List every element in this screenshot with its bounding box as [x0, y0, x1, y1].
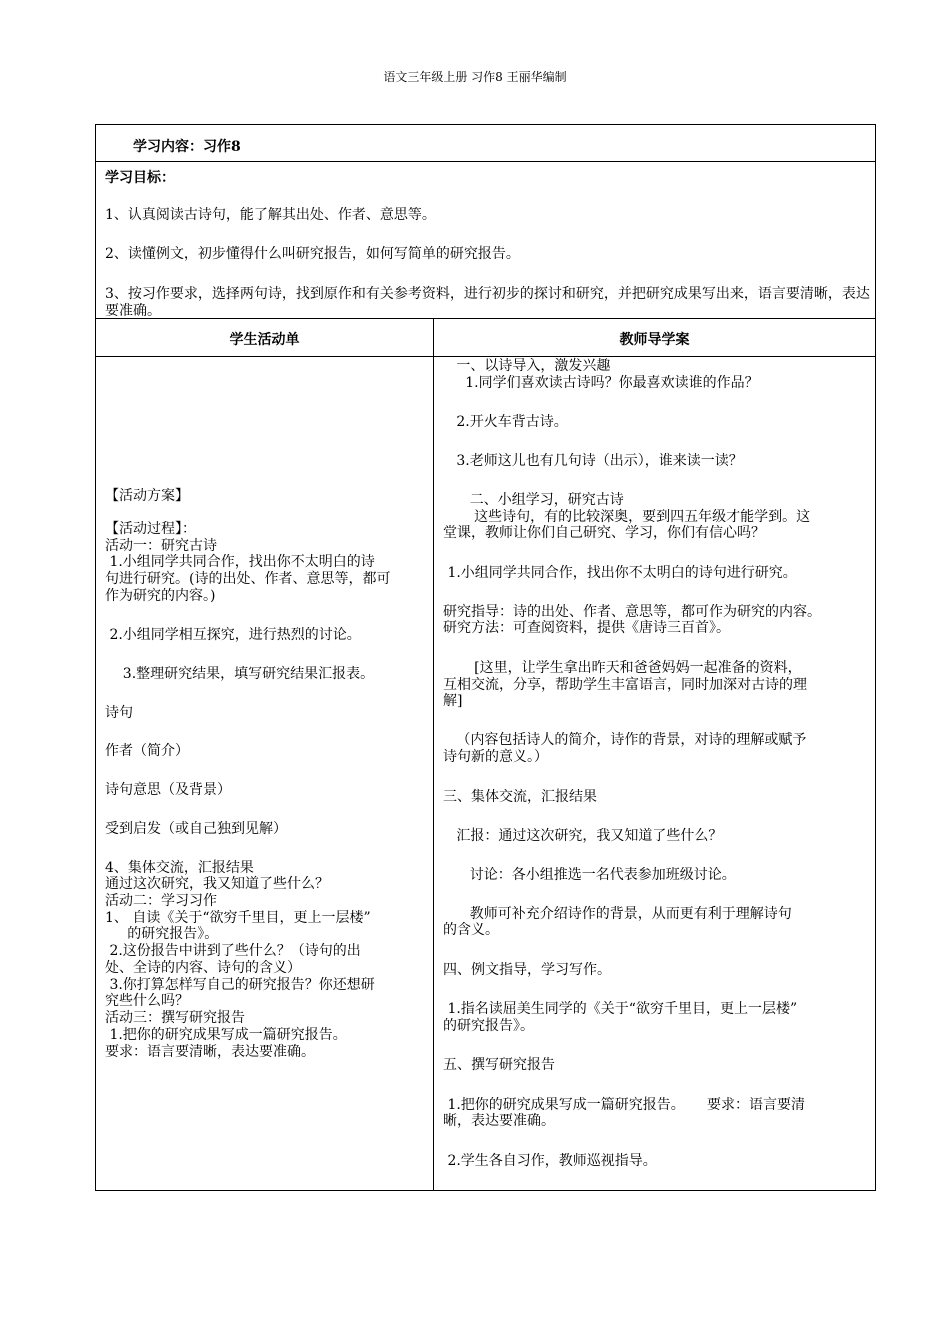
- right-line: 研究方法：可查阅资料，提供《唐诗三百首》。: [443, 620, 730, 636]
- left-line: 2.小组同学相互探究，进行热烈的讨论。: [105, 627, 361, 643]
- right-line: 互相交流，分享，帮助学生丰富语言，同时加深对古诗的理: [443, 677, 807, 693]
- left-line: 【活动方案】: [105, 488, 189, 504]
- right-line: 诗句新的意义。）: [443, 749, 548, 765]
- left-line: 活动二：学习习作: [105, 893, 217, 909]
- content-table: [95, 356, 876, 1191]
- left-line: 【活动过程】：: [105, 521, 196, 537]
- left-line: 3.整理研究结果，填写研究结果汇报表。: [105, 666, 375, 682]
- right-line: 三、集体交流，汇报结果: [443, 789, 597, 805]
- right-line: 解]: [443, 693, 463, 709]
- goal-item: 2、读懂例文，初步懂得什么叫研究报告，如何写简单的研究报告。: [105, 246, 520, 262]
- goal-item: 1、认真阅读古诗句，能了解其出处、作者、意思等。: [105, 207, 436, 223]
- left-line: 句进行研究。(诗的出处、作者、意思等，都可: [105, 571, 391, 587]
- right-line: 晰，表达要准确。: [443, 1113, 555, 1129]
- left-line: 作为研究的内容。): [105, 588, 216, 604]
- right-line: 的含义。: [443, 922, 499, 938]
- right-line: 讨论：各小组推选一名代表参加班级讨论。: [443, 867, 736, 883]
- right-line: （内容包括诗人的简介，诗作的背景，对诗的理解或赋予: [443, 732, 807, 748]
- left-line: 通过这次研究，我又知道了些什么？: [105, 876, 329, 892]
- goal-item: 3、按习作要求，选择两句诗，找到原作和有关参考资料，进行初步的探讨和研究，并把研究成果写出来，语言要清晰，表达要准确。: [105, 286, 870, 319]
- left-line: 作者（简介）: [105, 743, 189, 759]
- left-line: 要求：语言要清晰，表达要准确。: [105, 1044, 315, 1060]
- right-line: 1.同学们喜欢读古诗吗？你最喜欢读谁的作品？: [443, 375, 759, 391]
- right-line: 1.指名读屈美生同学的《关于“欲穷千里目，更上一层楼”: [443, 1001, 798, 1017]
- left-line: 处、全诗的内容、诗句的含义）: [105, 960, 301, 976]
- right-line: 四、例文指导，学习写作。: [443, 962, 611, 978]
- lesson-title-row: [95, 124, 876, 162]
- left-line: 受到启发（或自己独到见解）: [105, 821, 287, 837]
- right-line: 2.学生各自习作，教师巡视指导。: [443, 1153, 657, 1169]
- page-header: 语文三年级上册 习作8 王丽华编制: [383, 70, 567, 84]
- column-headers: [95, 318, 876, 356]
- left-line: 3.你打算怎样写自己的研究报告？你还想研: [105, 977, 375, 993]
- left-line: 活动三：撰写研究报告: [105, 1010, 245, 1026]
- goals-heading: 学习目标：: [105, 170, 175, 186]
- teacher-guide-heading: 教师导学案: [619, 332, 690, 348]
- student-activity-heading: 学生活动单: [229, 332, 300, 348]
- left-line: 4、集体交流，汇报结果: [105, 860, 254, 876]
- right-line: 一、以诗导入，激发兴趣: [443, 358, 611, 374]
- left-line: 活动一：研究古诗: [105, 538, 217, 554]
- right-line: [这里，让学生拿出昨天和爸爸妈妈一起准备的资料，: [443, 660, 802, 676]
- right-line: 1.把你的研究成果写成一篇研究报告。 要求：语言要清: [443, 1097, 806, 1113]
- learning-goals: [95, 161, 876, 318]
- right-line: 1.小组同学共同合作，找出你不太明白的诗句进行研究。: [443, 565, 797, 581]
- right-line: 汇报：通过这次研究，我又知道了些什么？: [443, 828, 723, 844]
- left-line: 诗句: [105, 705, 133, 721]
- left-line: 诗句意思（及背景）: [105, 782, 231, 798]
- right-line: 研究指导：诗的出处、作者、意思等，都可作为研究的内容。: [443, 604, 821, 620]
- left-line: 1.把你的研究成果写成一篇研究报告。: [105, 1027, 347, 1043]
- left-line: 2.这份报告中讲到了些什么？（诗句的出: [105, 943, 361, 959]
- left-line: 的研究报告》。: [105, 926, 219, 942]
- right-line: 二、小组学习，研究古诗: [443, 492, 624, 508]
- left-line: 1、 自读《关于“欲穷千里目，更上一层楼”: [105, 910, 371, 926]
- right-line: 堂课，教师让你们自己研究、学习，你们有信心吗？: [443, 525, 765, 541]
- right-line: 2.开火车背古诗。: [443, 414, 568, 430]
- right-line: 五、撰写研究报告: [443, 1057, 555, 1073]
- right-line: 3.老师这儿也有几句诗（出示），谁来读一读？: [443, 453, 743, 469]
- lesson-title: 学习内容：习作8: [133, 139, 241, 155]
- right-line: 教师可补充介绍诗作的背景，从而更有利于理解诗句: [443, 906, 792, 922]
- right-line: 的研究报告》。: [443, 1018, 534, 1034]
- left-line: 究些什么吗？: [105, 993, 189, 1009]
- left-line: 1.小组同学共同合作，找出你不太明白的诗: [105, 554, 375, 570]
- column-divider: [433, 357, 434, 1190]
- right-line: 这些诗句，有的比较深奥，要到四五年级才能学到。这: [443, 509, 811, 525]
